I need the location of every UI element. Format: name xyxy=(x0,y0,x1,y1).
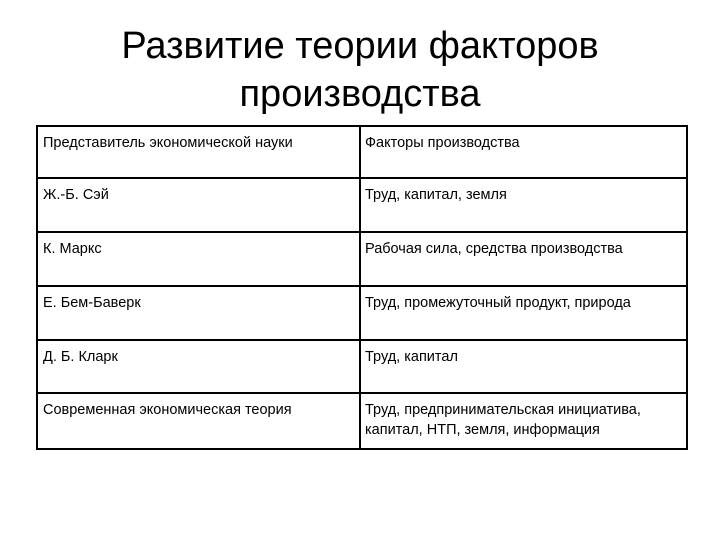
representative-cell: Современная экономическая теория xyxy=(37,393,360,449)
slide-title-line-1: Развитие теории факторов xyxy=(121,25,599,67)
factors-cell: Труд, капитал xyxy=(360,340,687,393)
table-header-row xyxy=(37,126,687,178)
representative-cell: Ж.-Б. Сэй xyxy=(37,178,360,232)
factors-cell: Труд, предпринимательская инициатива, капитал, НТП, земля, информация xyxy=(360,393,687,449)
representative-cell: Д. Б. Кларк xyxy=(37,340,360,393)
factors-table xyxy=(36,125,688,450)
factors-cell: Труд, капитал, земля xyxy=(360,178,687,232)
header-cell-factors: Факторы производства xyxy=(360,126,687,178)
table-row xyxy=(37,286,687,340)
factors-cell: Труд, промежуточный продукт, природа xyxy=(360,286,687,340)
slide-title-line-2: производства xyxy=(239,73,481,115)
table-row xyxy=(37,232,687,286)
representative-cell: Е. Бем-Баверк xyxy=(37,286,360,340)
factors-cell: Рабочая сила, средства производства xyxy=(360,232,687,286)
representative-cell: К. Маркс xyxy=(37,232,360,286)
table-row xyxy=(37,393,687,449)
table-row xyxy=(37,340,687,393)
slide-title xyxy=(60,22,660,118)
header-cell-representative: Представитель экономической науки xyxy=(37,126,360,178)
table-row xyxy=(37,178,687,232)
